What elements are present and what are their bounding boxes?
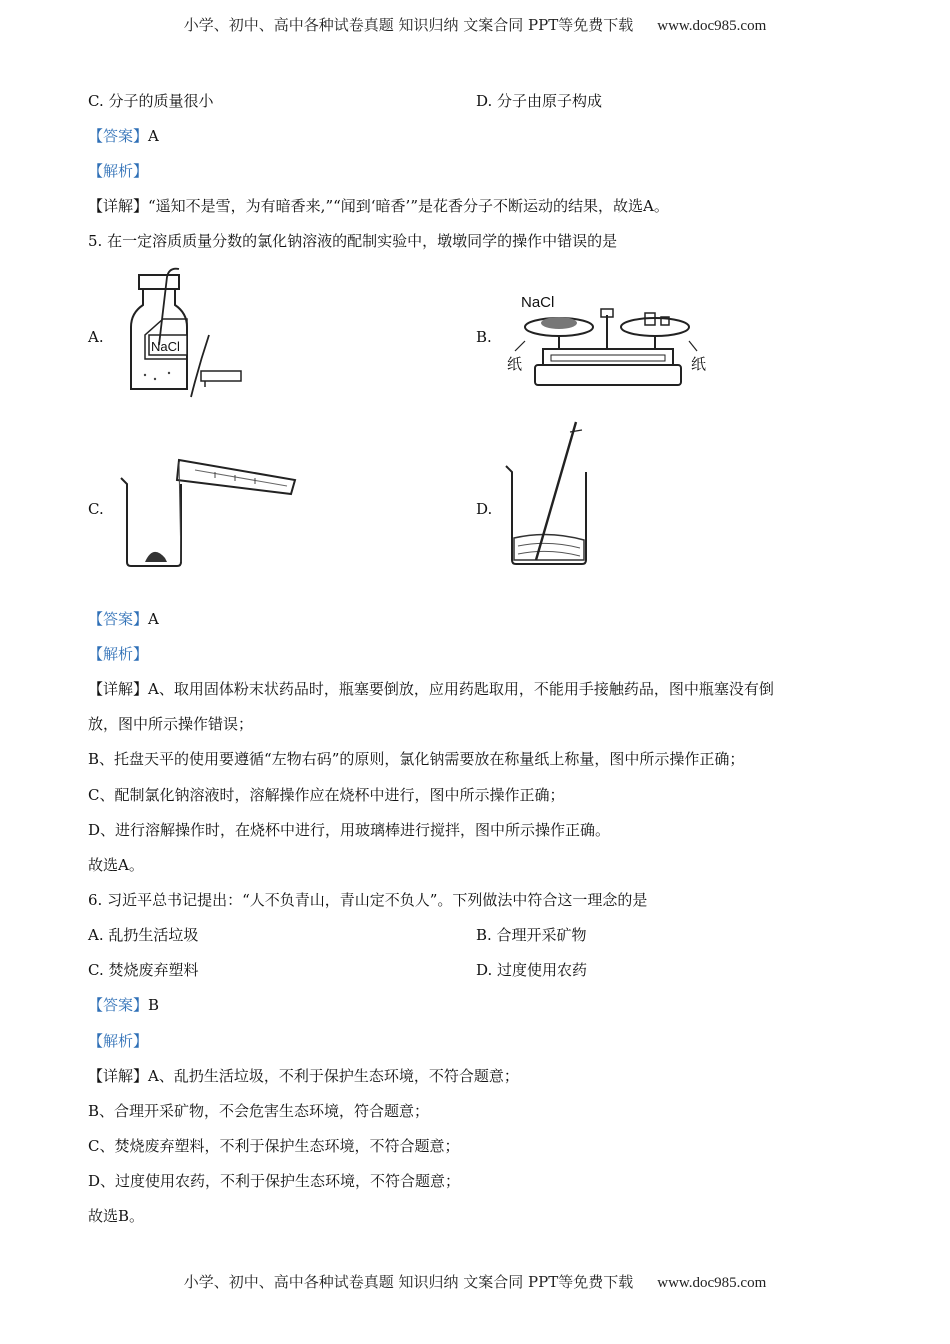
q4-option-c: C. 分子的质量很小	[88, 92, 214, 110]
q5-label-d: D.	[476, 500, 493, 518]
q6-option-a: A. 乱扔生活垃圾	[88, 926, 199, 944]
answer-tag: 【答案】	[88, 127, 149, 145]
q6-detail-4: D、过度使用农药，不利于保护生态环境，不符合题意；	[88, 1172, 461, 1190]
answer-value: A	[148, 127, 159, 145]
q5-label-b: B.	[476, 328, 492, 346]
q5-detail-5: D、进行溶解操作时，在烧杯中进行，用玻璃棒进行搅拌，图中所示操作正确。	[88, 821, 611, 839]
q6-detail-1	[88, 1065, 519, 1086]
q6-option-d: D. 过度使用农药	[476, 961, 588, 979]
q4-analysis-tag: 【解析】	[88, 162, 149, 180]
figure-balance	[505, 285, 720, 395]
q5-label-a: A.	[88, 328, 104, 346]
detail-text: A、取用固体粉末状药品时，瓶塞要倒放，应用药匙取用，不能用手接触药品，图中瓶塞没有倒	[148, 680, 774, 698]
q6-analysis-tag: 【解析】	[88, 1032, 149, 1050]
balance-label-nacl: NaCl	[521, 294, 555, 311]
q6-option-c: C. 焚烧废弃塑料	[88, 961, 199, 979]
q6-option-b: B. 合理开采矿物	[476, 926, 587, 944]
header-site: www.doc985.com	[657, 18, 767, 34]
q5-detail-2: 放，图中所示操作错误；	[88, 715, 254, 733]
q5-answer	[88, 608, 159, 629]
q5-analysis-tag: 【解析】	[88, 645, 149, 663]
balance-paper-right: 纸	[691, 356, 707, 373]
q5-stem: 5. 在一定溶质质量分数的氯化钠溶液的配制实验中，墩墩同学的操作中错误的是	[88, 232, 618, 250]
page-header	[0, 14, 950, 35]
bottle-label-nacl: NaCl	[151, 339, 180, 354]
detail-text: “遥知不是雪，为有暗香来,”“闻到‘暗香’”是花香分子不断运动的结果，故选A。	[148, 197, 669, 215]
q5-conclusion: 故选A。	[88, 856, 144, 874]
figure-stirring-beaker	[500, 418, 610, 568]
answer-value: A	[148, 610, 159, 628]
footer-text: 小学、初中、高中各种试卷真题 知识归纳 文案合同 PPT等免费下载	[183, 1273, 634, 1291]
q5-detail-4: C、配制氯化钠溶液时，溶解操作应在烧杯中进行，图中所示操作正确；	[88, 786, 565, 804]
answer-value: B	[148, 996, 160, 1014]
footer-site: www.doc985.com	[657, 1275, 767, 1291]
q6-detail-3: C、焚烧废弃塑料，不利于保护生态环境，不符合题意；	[88, 1137, 460, 1155]
balance-paper-left: 纸	[507, 356, 523, 373]
q6-answer	[88, 994, 159, 1015]
q6-detail-2: B、合理开采矿物，不会危害生态环境，符合题意；	[88, 1102, 430, 1120]
figure-pouring-cylinder	[115, 450, 300, 570]
q4-detail	[88, 195, 669, 216]
detail-tag: 【详解】	[88, 680, 149, 698]
answer-tag: 【答案】	[88, 996, 149, 1014]
q4-answer	[88, 125, 159, 146]
q6-stem: 6. 习近平总书记提出：“人不负青山，青山定不负人”。下列做法中符合这一理念的是	[88, 891, 648, 909]
page-footer	[0, 1271, 950, 1292]
detail-tag: 【详解】	[88, 1067, 149, 1085]
figure-reagent-bottle	[125, 265, 255, 405]
detail-tag: 【详解】	[88, 197, 149, 215]
answer-tag: 【答案】	[88, 610, 149, 628]
q5-detail-1	[88, 678, 774, 699]
detail-text: A、乱扔生活垃圾，不利于保护生态环境，不符合题意；	[148, 1067, 519, 1085]
q5-detail-3: B、托盘天平的使用要遵循“左物右码”的原则，氯化钠需要放在称量纸上称量，图中所示操作正确；	[88, 750, 745, 768]
q4-option-d: D. 分子由原子构成	[476, 92, 603, 110]
q6-conclusion: 故选B。	[88, 1207, 145, 1225]
header-text: 小学、初中、高中各种试卷真题 知识归纳 文案合同 PPT等免费下载	[183, 16, 634, 34]
q5-label-c: C.	[88, 500, 104, 518]
